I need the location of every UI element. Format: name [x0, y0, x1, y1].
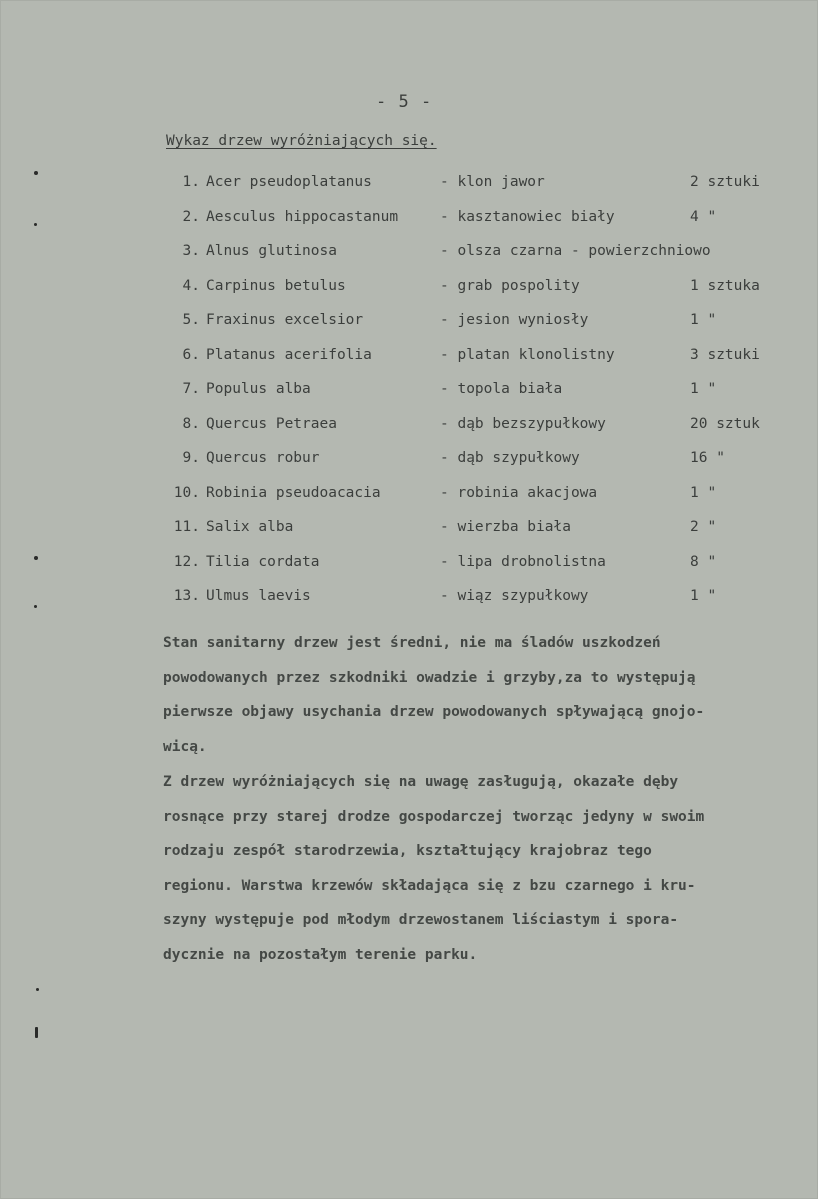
item-number: 10. [173, 484, 200, 501]
list-item [160, 241, 800, 276]
item-number: 5. [182, 312, 200, 328]
list-item [160, 552, 800, 587]
tree-count: 1 " [690, 588, 717, 604]
tree-count: 20 sztuk [690, 415, 760, 432]
list-item [160, 379, 800, 414]
margin-dot [36, 988, 39, 991]
margin-dot [34, 605, 37, 608]
latin-name: Quercus Petraea [206, 415, 337, 432]
latin-name: Alnus glutinosa [206, 243, 337, 259]
latin-name: Fraxinus excelsior [206, 312, 364, 328]
tree-count: 2 sztuki [690, 174, 760, 190]
tree-count: 1 " [690, 312, 717, 328]
latin-name: Carpinus betulus [206, 277, 346, 294]
page-number: - 5 - [376, 92, 433, 112]
item-number: 1. [182, 174, 200, 190]
tree-count: 2 " [690, 519, 717, 535]
item-number: 4. [182, 277, 200, 294]
list-item [160, 517, 800, 552]
list-item [160, 310, 800, 345]
latin-name: Aesculus hippocastanum [206, 208, 399, 225]
polish-name: - dąb bezszypułkowy [440, 415, 606, 432]
polish-name: - topola biała [440, 381, 563, 397]
polish-name: - platan klonolistny [440, 346, 615, 363]
list-item [160, 414, 800, 449]
list-item [160, 345, 800, 380]
tree-count: 1 " [690, 484, 717, 501]
sanitary-state-paragraph: Stan sanitarny drzew jest średni, nie ma śladów uszkodzeń powodowanych przez szkodniki owadzie i grzyby,za to występują pierwsze objawy usychania drzew powodowanych spływającą gnojo- wicą. [163, 635, 705, 755]
item-number: 7. [182, 381, 200, 397]
tree-count: 8 " [690, 553, 717, 570]
list-item [160, 483, 800, 518]
tree-count: 1 sztuka [690, 277, 760, 294]
polish-name: - lipa drobnolistna [440, 553, 606, 570]
item-number: 12. [173, 553, 200, 570]
item-number: 11. [173, 519, 200, 535]
latin-name: Ulmus laevis [206, 588, 311, 604]
latin-name: Quercus robur [206, 450, 320, 466]
latin-name: Salix alba [206, 519, 294, 535]
polish-name: - dąb szypułkowy [440, 450, 580, 466]
polish-name: - olsza czarna - powierzchniowo [440, 243, 711, 259]
polish-name: - jesion wyniosły [440, 312, 589, 328]
list-item [160, 586, 800, 621]
margin-dot [34, 223, 37, 226]
polish-name: - kasztanowiec biały [440, 208, 615, 225]
margin-tick [35, 1027, 38, 1038]
tree-count: 1 " [690, 381, 717, 397]
latin-name: Tilia cordata [206, 553, 320, 570]
tree-count: 4 " [690, 208, 717, 225]
latin-name: Robinia pseudoacacia [206, 484, 381, 501]
item-number: 9. [182, 450, 200, 466]
polish-name: - klon jawor [440, 174, 545, 190]
margin-dot [34, 171, 38, 175]
item-number: 8. [182, 415, 200, 432]
list-item [160, 207, 800, 242]
tree-list [160, 172, 800, 621]
polish-name: - wiąz szypułkowy [440, 588, 589, 604]
polish-name: - wierzba biała [440, 519, 571, 535]
polish-name: - robinia akacjowa [440, 484, 598, 501]
tree-count: 16 " [690, 450, 725, 466]
notable-trees-paragraph: Z drzew wyróżniających się na uwagę zasługują, okazałe dęby rosnące przy starej drodze gospodarczej tworząc jedyny w swoim rodzaju zespół starodrzewia, kształtujący krajobraz tego regionu. Warstwa krzewów składająca się z bzu czarnego i kru- szyny występuje pod młodym drzewostanem liściastym i sporа- dycznie na pozostałym terenie parku. [163, 774, 705, 963]
list-item [160, 172, 800, 207]
item-number: 6. [182, 346, 200, 363]
margin-dot [34, 556, 38, 560]
latin-name: Platanus acerifolia [206, 346, 372, 363]
latin-name: Acer pseudoplatanus [206, 174, 372, 190]
item-number: 2. [182, 208, 200, 225]
list-item [160, 448, 800, 483]
list-heading: Wykaz drzew wyróżniających się. [166, 133, 437, 149]
item-number: 3. [182, 243, 200, 259]
item-number: 13. [173, 588, 200, 604]
latin-name: Populus alba [206, 381, 311, 397]
polish-name: - grab pospolity [440, 277, 580, 294]
tree-count: 3 sztuki [690, 346, 760, 363]
list-item [160, 276, 800, 311]
